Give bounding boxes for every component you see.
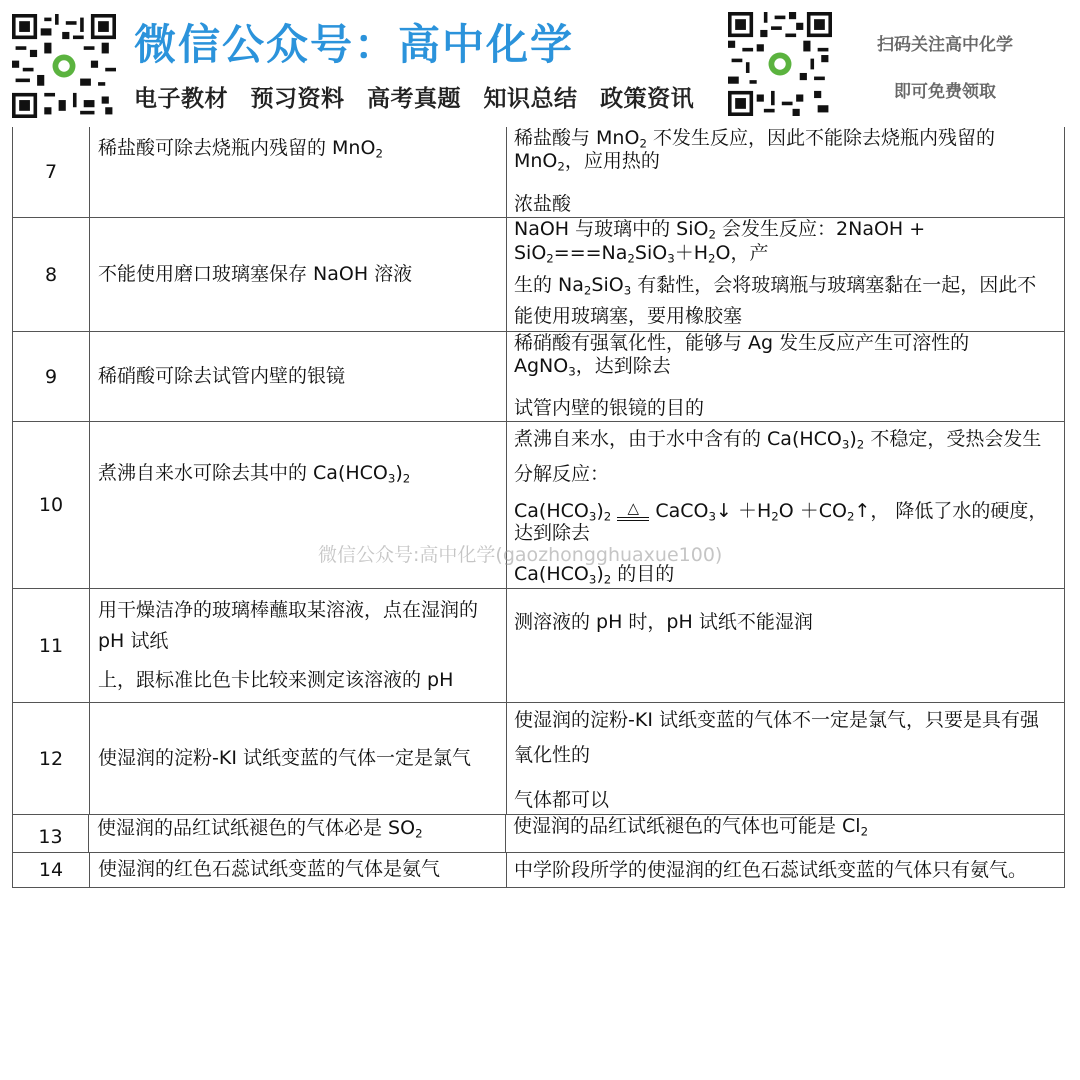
row-number: 10 bbox=[13, 422, 90, 588]
statement-text: 使湿润的红色石蕊试纸变蓝的气体是氨气 bbox=[98, 858, 441, 881]
statement-text: 稀硝酸可除去试管内壁的银镜 bbox=[98, 364, 346, 387]
explanation-line: $Ca(HCO_3)_2$ △ CaCO$_3$↓ $+H_2O$ $+CO_2↑$， 降低了水的硬度， bbox=[514, 499, 1048, 524]
statement-cell bbox=[90, 589, 507, 702]
statement-text: 煮沸自来水可除去其中的 $Ca(HCO_3)_2$ bbox=[98, 462, 411, 486]
explanation-line: 氧化性的 bbox=[514, 743, 591, 766]
table-row bbox=[13, 127, 1064, 218]
explanation-cell bbox=[507, 589, 1064, 702]
statement-cell bbox=[90, 332, 507, 421]
row-number: 14 bbox=[13, 853, 90, 887]
explanation-line: 中学阶段所学的使湿润的红色石蕊试纸变蓝的气体只有氨气。 bbox=[514, 858, 1028, 881]
explanation-cell bbox=[506, 815, 1064, 852]
explanation-cell bbox=[507, 332, 1064, 421]
qr-code-icon bbox=[728, 12, 832, 116]
explanation-line: NaOH 与玻璃中的 SiO$_2$ 会发生反应：2NaOH + bbox=[514, 218, 926, 242]
qr-code-icon bbox=[12, 14, 116, 118]
statement-cell bbox=[90, 127, 507, 217]
heating-condition-icon: △ bbox=[617, 501, 649, 521]
explanation-line: 能使用玻璃塞，要用橡胶塞 bbox=[514, 305, 743, 328]
subtitle-item: 预习资料 bbox=[250, 86, 345, 112]
explanation-line: MnO$_2$，应用热的 bbox=[514, 149, 660, 174]
subtitle-item: 高考真题 bbox=[367, 86, 462, 112]
subtitle-item: 电子教材 bbox=[134, 86, 228, 112]
explanation-line: 使湿润的品红试纸褪色的气体也可能是 $Cl_2$ bbox=[513, 815, 869, 839]
table-row bbox=[13, 815, 1064, 853]
qr-code-left[interactable] bbox=[10, 12, 118, 120]
table-row bbox=[13, 589, 1064, 703]
statement-line: pH 试纸 bbox=[98, 630, 169, 653]
explanation-line: 达到除去 bbox=[514, 522, 591, 545]
explanation-cell bbox=[507, 853, 1064, 887]
statement-text: 不能使用磨口玻璃塞保存 NaOH 溶液 bbox=[98, 262, 413, 285]
row-number: 7 bbox=[13, 127, 90, 217]
explanation-line: $SiO_2===Na_2SiO_3+H_2O$，产 bbox=[514, 241, 769, 266]
knowledge-table bbox=[12, 127, 1065, 888]
explanation-line: 使湿润的淀粉-KI 试纸变蓝的气体不一定是氯气，只要是具有强 bbox=[514, 709, 1039, 731]
brand-title: 微信公众号：高中化学 bbox=[134, 20, 575, 69]
explanation-line: 稀盐酸与 MnO$_2$ 不发生反应，因此不能除去烧瓶内残留的 bbox=[514, 127, 995, 151]
explanation-line: 生的 $Na_2SiO_3$ 有黏性，会将玻璃瓶与玻璃塞黏在一起，因此不 bbox=[514, 273, 1037, 298]
explanation-cell bbox=[507, 127, 1064, 217]
explanation-cell bbox=[507, 422, 1064, 588]
explanation-cell bbox=[507, 703, 1064, 814]
row-number: 12 bbox=[13, 703, 90, 814]
explanation-line: AgNO$_3$，达到除去 bbox=[514, 354, 671, 379]
statement-text: 稀盐酸可除去烧瓶内残留的 MnO$_2$ bbox=[98, 137, 383, 161]
row-number: 13 bbox=[13, 815, 89, 852]
brand-subtitle bbox=[134, 80, 708, 113]
statement-cell bbox=[89, 815, 506, 852]
subtitle-item: 知识总结 bbox=[483, 86, 578, 112]
statement-line: 用干燥洁净的玻璃棒蘸取某溶液，点在湿润的 bbox=[98, 599, 479, 622]
free-note: 即可免费领取 bbox=[894, 82, 996, 102]
qr-code-right[interactable] bbox=[726, 10, 834, 118]
row-number: 11 bbox=[13, 589, 90, 702]
statement-cell bbox=[90, 422, 507, 588]
explanation-line: 浓盐酸 bbox=[514, 192, 572, 215]
explanation-line: $Ca(HCO_3)_2$ 的目的 bbox=[514, 563, 675, 587]
statement-cell bbox=[90, 853, 507, 887]
subtitle-item: 政策资讯 bbox=[600, 86, 695, 112]
statement-cell bbox=[90, 703, 507, 814]
explanation-line: 测溶液的 pH 时，pH 试纸不能湿润 bbox=[514, 611, 813, 633]
explanation-line: 试管内壁的银镜的目的 bbox=[514, 396, 705, 419]
header-banner bbox=[0, 0, 1080, 125]
table-row bbox=[13, 422, 1064, 589]
statement-text: 使湿润的品红试纸褪色的气体必是 $SO_2$ bbox=[97, 817, 423, 841]
watermark: 微信公众号:高中化学(gaozhongghuaxue100) bbox=[318, 544, 723, 566]
explanation-line: 煮沸自来水，由于水中含有的 $Ca(HCO_3)_2$ 不稳定，受热会发生 bbox=[514, 428, 1042, 452]
row-number: 8 bbox=[13, 218, 90, 331]
statement-line: 上，跟标准比色卡比较来测定该溶液的 pH bbox=[98, 668, 454, 691]
table-row bbox=[13, 703, 1064, 815]
explanation-cell bbox=[507, 218, 1064, 331]
statement-cell bbox=[90, 218, 507, 331]
explanation-line: 稀硝酸有强氧化性，能够与 Ag 发生反应产生可溶性的 bbox=[514, 332, 970, 354]
table-row bbox=[13, 332, 1064, 422]
row-number: 9 bbox=[13, 332, 90, 421]
explanation-line: 气体都可以 bbox=[514, 788, 610, 811]
table-row bbox=[13, 218, 1064, 332]
explanation-line: 分解反应： bbox=[514, 462, 610, 485]
scan-note: 扫码关注高中化学 bbox=[877, 35, 1013, 55]
table-row bbox=[13, 853, 1064, 888]
statement-text: 使湿润的淀粉-KI 试纸变蓝的气体一定是氯气 bbox=[98, 746, 471, 769]
